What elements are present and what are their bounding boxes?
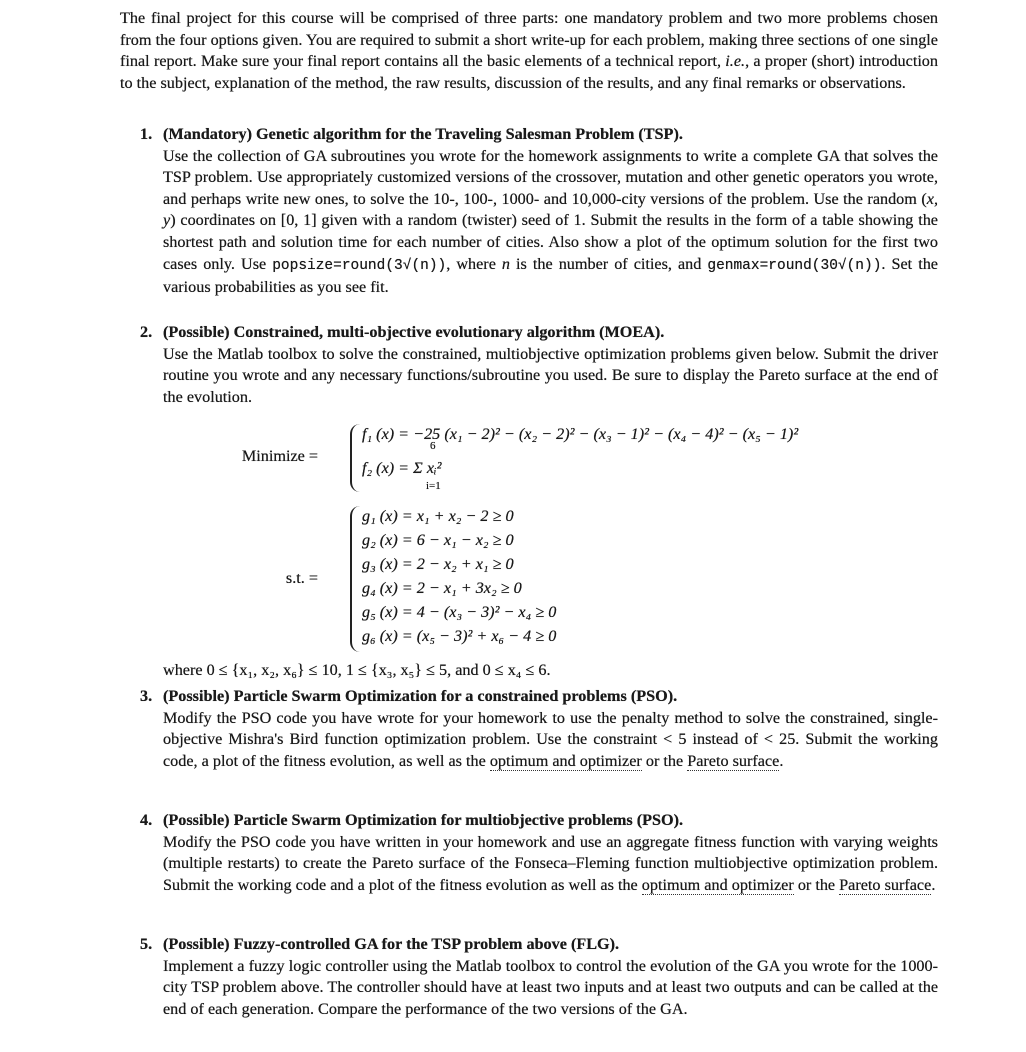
item-body <box>163 708 938 773</box>
item-number: 4. <box>140 811 153 829</box>
text-segment: Modify the PSO code you have written in your homework and use an aggregate fitness function with varying weights (multiple restarts) to create the Pareto surface of the Fonseca–Fleming function multiobjective optimization problem. Submit the working code and a plot of the fitness evolution as well as the <box>163 832 938 894</box>
reference-link[interactable]: optimum and optimizer <box>641 875 794 894</box>
item-body <box>163 832 938 897</box>
math-text: i.e. <box>725 52 746 71</box>
text-segment: . Set the various probabilities as you see fit. <box>163 254 938 297</box>
text-segment: Use the collection of GA subroutines you wrote for the homework assignments to write a complete GA that solves the TSP problem. Use appropriately customized versions of the crossover, mutation and other genetic operators you wrote, and perhaps write new ones, to solve the 10-, 100-, 1000- and 10,000-city versions of the problem. Use the random ( <box>163 146 938 208</box>
text-segment: . <box>931 875 936 894</box>
equation-f2: f₂ (x) = Σ xᵢ² <box>362 459 442 477</box>
code-text: popsize=round(3√(n)) <box>272 257 447 274</box>
item-title: (Possible) Fuzzy-controlled GA for the TSP problem above (FLG). <box>163 935 620 953</box>
constraint-g5: g₅ (x) = 4 − (x₃ − 3)² − x₄ ≥ 0 <box>362 603 557 621</box>
reference-link[interactable]: Pareto surface <box>687 751 780 770</box>
problem-5 <box>140 934 938 1020</box>
text-segment: Modify the PSO code you have wrote for your homework to use the penalty method to solve the constrained, single-objective Mishra's Bird function optimization problem. Use the constraint < 5 instead of < 25. Submit the working code, a plot of the fitness evolution, as well as the <box>163 708 938 770</box>
item-number: 5. <box>140 935 153 953</box>
text-segment: Implement a fuzzy logic controller using the Matlab toolbox to control the evolution of the GA you wrote for the 1000-city TSP problem above. The controller should have at least two inputs and at least two outputs and can be called at the end of each generation. Compare the performance of the two versions of the GA. <box>163 956 938 1018</box>
brace <box>350 424 360 492</box>
text-segment: . <box>779 751 784 770</box>
item-title: (Possible) Particle Swarm Optimization for a constrained problems (PSO). <box>163 687 678 705</box>
item-body <box>163 956 938 1021</box>
text-segment: is the number of cities, and <box>510 254 708 273</box>
equation-f1: f₁ (x) = −25 (x₁ − 2)² − (x₂ − 2)² − (x₃ − 1)² − (x₄ − 4)² − (x₅ − 1)² <box>362 425 799 443</box>
item-title: (Mandatory) Genetic algorithm for the Traveling Salesman Problem (TSP). <box>163 125 683 143</box>
st-label: s.t. = <box>285 569 318 587</box>
math-text: x, y <box>163 189 938 230</box>
text-segment: The final project for this course will be comprised of three parts: one mandatory problem and two more problems chosen from the four options given. You are required to submit a short write-up for each problem, making three sections of one single final report. Make sure your final report contains all the basic elements of a technical report, <box>120 9 938 71</box>
problem-3 <box>140 686 938 772</box>
constraint-g3: g₃ (x) = 2 − x₂ + x₁ ≥ 0 <box>362 555 514 573</box>
code-text: genmax=round(30√(n)) <box>707 257 882 274</box>
constraint-g2: g₂ (x) = 6 − x₁ − x₂ ≥ 0 <box>362 531 514 549</box>
item-number: 2. <box>140 323 153 341</box>
item-title: (Possible) Constrained, multi-objective evolutionary algorithm (MOEA). <box>163 323 665 341</box>
sum-lower: i=1 <box>426 480 441 492</box>
constraint-g4: g₄ (x) = 2 − x₁ + 3x₂ ≥ 0 <box>362 579 522 597</box>
minimize-label: Minimize = <box>241 447 318 465</box>
text-segment: Use the Matlab toolbox to solve the constrained, multiobjective optimization problems given below. Submit the driver routine you wrote and any necessary functions/subroutine you used. Be sure to display the Pareto surface at the end of the evolution. <box>163 344 938 406</box>
item-title: (Possible) Particle Swarm Optimization for multiobjective problems (PSO). <box>163 811 684 829</box>
math-text: n <box>501 254 511 273</box>
sum-upper: 6 <box>430 440 436 452</box>
reference-link[interactable]: Pareto surface <box>839 875 932 894</box>
item-number: 1. <box>140 125 153 143</box>
constraint-g1: g₁ (x) = x₁ + x₂ − 2 ≥ 0 <box>362 507 514 525</box>
item-number: 3. <box>140 687 153 705</box>
text-segment: , where <box>446 254 502 273</box>
brace <box>350 506 360 652</box>
problem-4 <box>140 810 938 896</box>
text-segment: or the <box>641 751 688 770</box>
variable-bounds: where 0 ≤ {x₁, x₂, x₆} ≤ 10, 1 ≤ {x₃, x₅} ≤ 5, and 0 ≤ x₄ ≤ 6. <box>163 661 551 679</box>
constraint-g6: g₆ (x) = (x₅ − 3)² + x₆ − 4 ≥ 0 <box>362 627 557 645</box>
text-segment: , a proper (short) introduction to the subject, explanation of the method, the raw results, discussion of the results, and any final remarks or observations. <box>120 52 938 92</box>
text-segment: or the <box>793 875 840 894</box>
reference-link[interactable]: optimum and optimizer <box>489 751 642 770</box>
moea-equations <box>160 0 940 660</box>
text-segment: ) coordinates on [0, 1] given with a random (twister) seed of 1. Submit the results in the form of a table showing the shortest path and solution time for each number of cities. Also show a plot of the optimum solution for the first two cases only. Use <box>163 211 938 273</box>
